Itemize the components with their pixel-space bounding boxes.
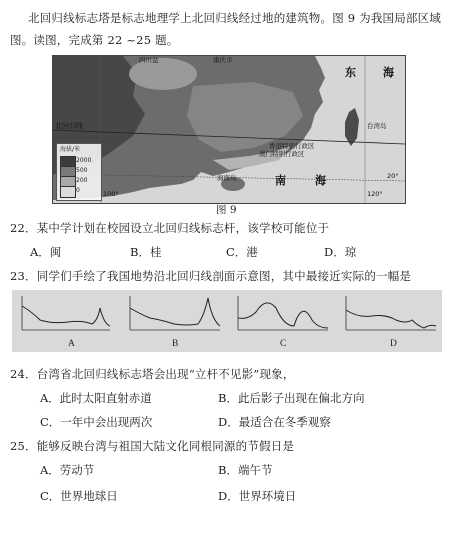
- label-tropic: 北回归线: [55, 122, 83, 130]
- label-lat20: 20°: [387, 172, 399, 180]
- profile-panel-a[interactable]: [22, 296, 110, 349]
- label-sichuan: 四川盆: [139, 56, 159, 64]
- q22-option-c[interactable]: C．港: [226, 245, 258, 259]
- profile-label-b: B: [172, 339, 179, 349]
- profile-label-c: C: [280, 339, 287, 349]
- label-macau: 澳门特别行政区: [259, 150, 305, 158]
- legend-value-2000: 2000: [76, 157, 92, 164]
- label-east-sea-1: 东: [345, 66, 356, 79]
- profiles-svg: [12, 290, 442, 352]
- profile-panel-b[interactable]: [130, 296, 220, 349]
- label-taiwan: 台湾岛: [367, 122, 387, 130]
- q22-option-a[interactable]: A．闽: [30, 245, 62, 259]
- q24-option-c[interactable]: C．一年中会出现两次: [40, 415, 153, 429]
- profile-panel-d[interactable]: [346, 296, 436, 349]
- label-hainan: 海南岛: [217, 174, 237, 182]
- profile-label-a: A: [68, 339, 75, 349]
- label-lon120: 120°: [367, 190, 383, 198]
- label-lon100: 100°: [103, 190, 119, 198]
- q24-option-d[interactable]: D．最适合在冬季观察: [218, 415, 331, 429]
- profile-panel-c[interactable]: [238, 296, 328, 349]
- label-south-sea-1: 南: [275, 174, 286, 187]
- q22-option-b[interactable]: B．桂: [130, 245, 162, 259]
- legend-swatch-0: [60, 186, 76, 198]
- q25-option-d[interactable]: D．世界环境日: [218, 489, 297, 503]
- legend-value-200: 200: [76, 177, 88, 184]
- profile-label-d: D: [390, 339, 397, 349]
- profile-options-strip: [12, 290, 442, 352]
- q23-stem: 23．同学们手绘了我国地势沿北回归线剖面示意图，其中最接近实际的一幅是: [10, 269, 412, 283]
- q24-option-a[interactable]: A．此时太阳直射赤道: [40, 391, 152, 405]
- q24-option-b[interactable]: B．此后影子出现在偏北方向: [218, 391, 365, 405]
- label-east-sea-2: 海: [383, 66, 394, 79]
- label-south-sea-2: 海: [315, 174, 326, 187]
- q25-option-b[interactable]: B．端午节: [218, 463, 273, 477]
- intro-line-1: 北回归线标志塔是标志地理学上北回归线经过地的建筑物。图 9 为我国局部区域: [28, 11, 442, 25]
- legend-title: 海拔/米: [60, 146, 81, 153]
- label-hk: 香港特别行政区: [269, 142, 315, 150]
- q25-stem: 25．能够反映台湾与祖国大陆文化同根同源的节假日是: [10, 439, 295, 453]
- q22-stem: 22．某中学计划在校园设立北回归线标志杆，该学校可能位于: [10, 221, 330, 235]
- intro-line-2: 图。读图，完成第 22 ~25 题。: [10, 33, 179, 47]
- legend-value-500: 500: [76, 167, 88, 174]
- q22-option-d[interactable]: D．琼: [324, 245, 357, 259]
- elevation-legend: [56, 143, 102, 201]
- q25-option-a[interactable]: A．劳动节: [40, 463, 95, 477]
- region-map: [52, 55, 406, 204]
- q24-stem: 24．台湾省北回归线标志塔会出现“立杆不见影”现象，: [10, 367, 295, 381]
- label-chongqing: 重庆市: [213, 56, 233, 64]
- map-svg: [53, 56, 405, 203]
- q25-option-c[interactable]: C．世界地球日: [40, 489, 118, 503]
- figure-caption: 图 9: [216, 204, 237, 216]
- legend-value-0: 0: [76, 187, 80, 194]
